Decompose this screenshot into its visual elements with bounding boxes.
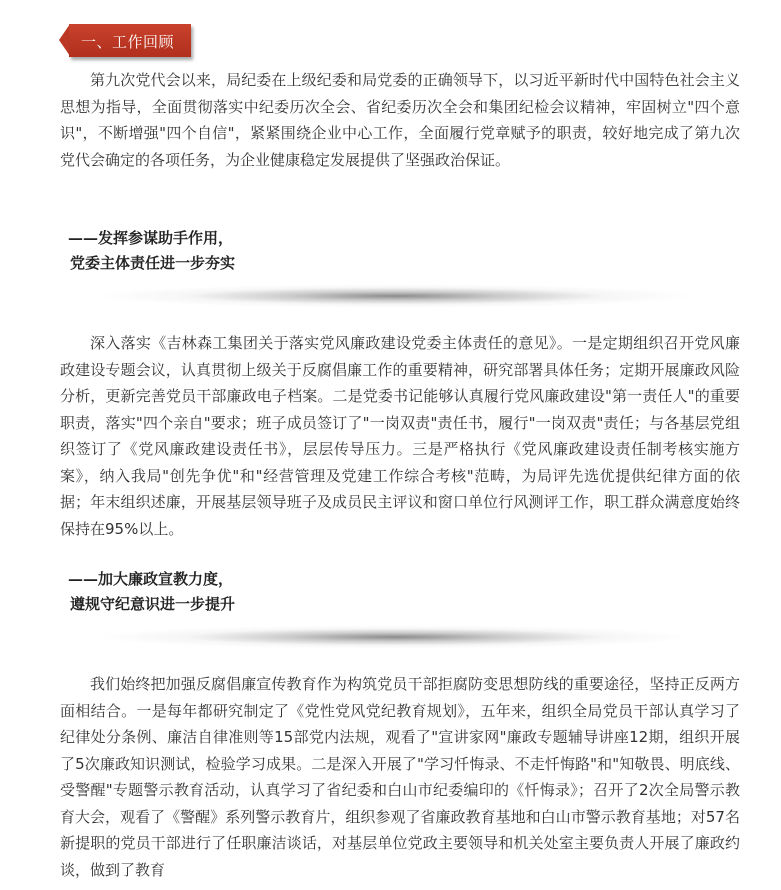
subheading-1-line-1: ——发挥参谋助手作用，: [68, 229, 234, 247]
section-ribbon: [59, 24, 194, 60]
subheading-2: [68, 567, 235, 617]
intro-paragraph: 第九次党代会以来，局纪委在上级纪委和局党委的正确领导下，以习近平新时代中国特色社会主义思想为指导，全面贯彻落实中纪委历次全会、省纪委历次全会和集团纪检会议精神，牢固树立"四个意识"，不断增强"四个自信"，紧紧围绕企业中心工作，全面履行党章赋予的职责，较好地完成了第九次党代会确定的各项任务，为企业健康稳定发展提供了坚强政治保证。: [60, 71, 740, 169]
subheading-2-line-2: 遵规守纪意识进一步提升: [70, 595, 236, 613]
subheading-1: [68, 226, 235, 276]
subheading-1-line-2: 党委主体责任进一步夯实: [70, 254, 236, 272]
subheading-2-line-1: ——加大廉政宣教力度，: [68, 570, 234, 588]
paragraph-education: 我们始终把加强反腐倡廉宣传教育作为构筑党员干部拒腐防变思想防线的重要途径，坚持正反两方面相结合。一是每年都研究制定了《党性党风党纪教育规划》，五年来，组织全局党员干部认真学习了纪律处分条例、廉洁自律准则等15部党内法规，观看了"宣讲家网"廉政专题辅导讲座12期，组织开展了5次廉政知识测试，检验学习成果。二是深入开展了"学习忏悔录、不走忏悔路"和"知敬畏、明底线、受警醒"专题警示教育活动，认真学习了省纪委和白山市纪委编印的《忏悔录》；召开了2次全局警示教育大会，观看了《警醒》系列警示教育片，组织参观了省廉政教育基地和白山市警示教育基地；对57名新提职的党员干部进行了任职廉洁谈话，对基层单位党政主要领导和机关处室主要负责人开展了廉政约谈，做到了教育: [60, 675, 740, 879]
section-title: 一、工作回顾: [81, 33, 175, 51]
shadow-divider: [95, 625, 695, 649]
paragraph-responsibility: 深入落实《吉林森工集团关于落实党风廉政建设党委主体责任的意见》。一是定期组织召开党风廉政建设专题会议，认真贯彻上级关于反腐倡廉工作的重要精神，研究部署具体任务；定期开展廉政风险分析，更新完善党员干部廉政电子档案。二是党委书记能够认真履行党风廉政建设"第一责任人"的重要职责，落实"四个亲自"要求；班子成员签订了"一岗双责"责任书，履行"一岗双责"责任；与各基层党组织签订了《党风廉政建设责任书》，层层传导压力。三是严格执行《党风廉政建设责任制考核实施方案》，纳入我局"创先争优"和"经营管理及党建工作综合考核"范畴，为局评先选优提供纪律方面的依据；年末组织述廉，开展基层领导班子及成员民主评议和窗口单位行风测评工作，职工群众满意度始终保持在95%以上。: [60, 334, 740, 538]
shadow-divider: [95, 284, 695, 308]
